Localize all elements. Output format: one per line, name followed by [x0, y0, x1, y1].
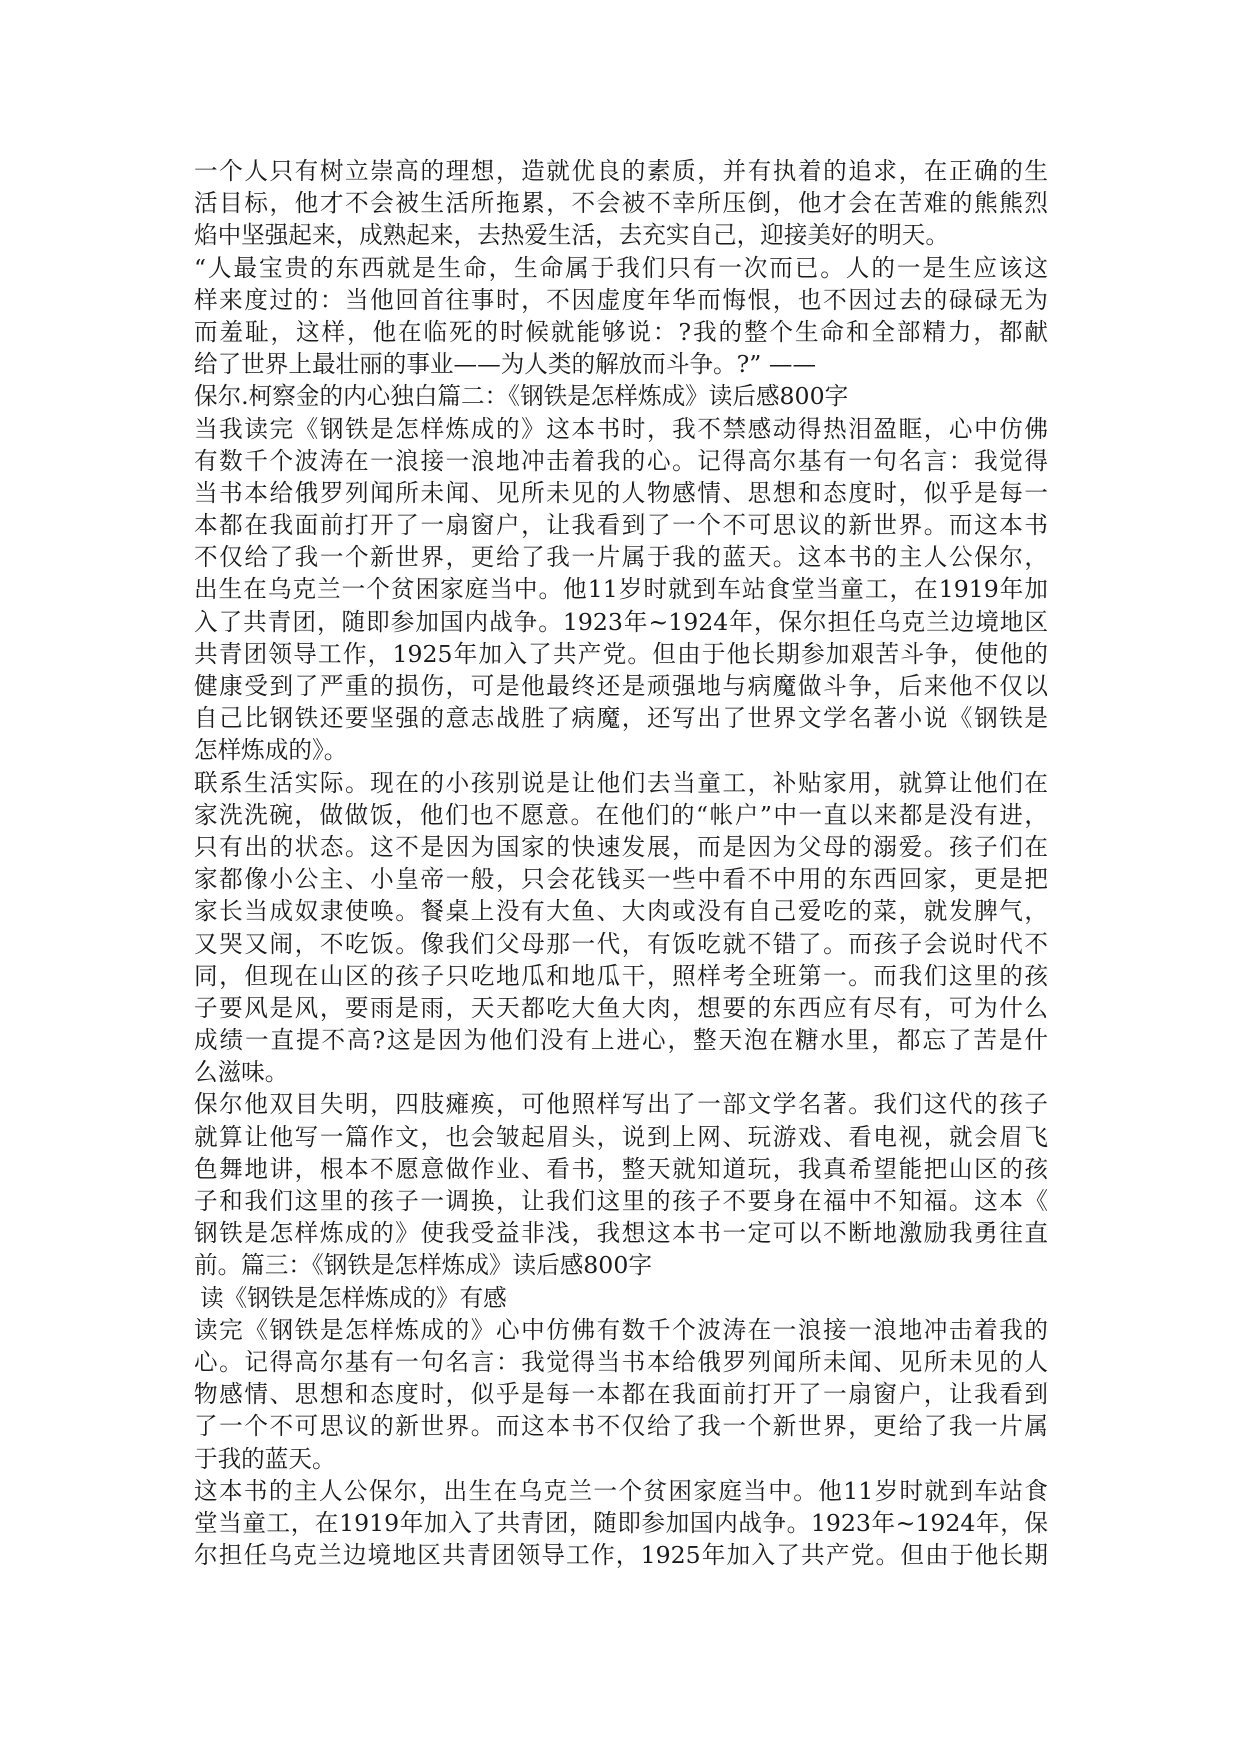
essay-title: 读《钢铁是怎样炼成的》有感: [200, 1283, 507, 1312]
text-line: 子和我们这里的孩子一调换，让我们这里的孩子不要身在福中不知福。这本《: [194, 1187, 1048, 1215]
text-line: 又哭又闹，不吃饭。像我们父母那一代，有饭吃就不错了。而孩子会说时代不: [194, 929, 1048, 958]
text-line: 一个人只有树立崇高的理想，造就优良的素质，并有执着的追求，在正确的生: [194, 157, 1048, 185]
text-line: 有数千个波涛在一浪接一浪地冲击着我的心。记得高尔基有一句名言：我觉得: [194, 446, 1048, 475]
text-line: 这本书的主人公保尔，出生在乌克兰一个贫困家庭当中。他11岁时就到车站食: [194, 1476, 1048, 1505]
text-line: 堂当童工，在1919年加入了共青团，随即参加国内战争。1923年~1924年，保: [194, 1508, 1048, 1537]
text-line: 入了共青团，随即参加国内战争。1923年~1924年，保尔担任乌克兰边境地区: [194, 607, 1048, 636]
text-line: 色舞地讲，根本不愿意做作业、看书，整天就知道玩，我真希望能把山区的孩: [194, 1154, 1048, 1183]
text-line: 物感情、思想和态度时，似乎是每一本都在我面前打开了一扇窗户，让我看到: [194, 1380, 1048, 1409]
text-line: 只有出的状态。这不是因为国家的快速发展，而是因为父母的溺爱。孩子们在: [194, 832, 1048, 861]
text-line: 了一个不可思议的新世界。而这本书不仅给了我一个新世界，更给了我一片属: [194, 1412, 1048, 1441]
text-line: 不仅给了我一个新世界，更给了我一片属于我的蓝天。这本书的主人公保尔，: [194, 543, 1048, 572]
text-line: 活目标，他才不会被生活所拖累，不会被不幸所压倒，他才会在苦难的熊熊烈: [194, 189, 1048, 218]
text-line: 怎样炼成的》。: [194, 736, 348, 765]
text-line: 联系生活实际。现在的小孩别说是让他们去当童工，补贴家用，就算让他们在: [194, 768, 1048, 797]
text-line: 心。记得高尔基有一句名言：我觉得当书本给俄罗列闻所未闻、见所未见的人: [194, 1347, 1048, 1376]
text-line: 共青团领导工作，1925年加入了共产党。但由于他长期参加艰苦斗争，使他的: [194, 639, 1048, 668]
text-line: 就算让他写一篇作文，也会皱起眉头，说到上网、玩游戏、看电视，就会眉飞: [194, 1122, 1048, 1151]
text-line: 当书本给俄罗列闻所未闻、见所未见的人物感情、思想和态度时，似乎是每一: [194, 478, 1048, 507]
text-line: 家长当成奴隶使唤。餐桌上没有大鱼、大肉或没有自己爱吃的菜，就发脾气，: [194, 897, 1048, 926]
text-line: 给了世界上最壮丽的事业——为人类的解放而斗争。?” ——: [194, 350, 817, 379]
section-heading: 保尔.柯察金的内心独白篇二：《钢铁是怎样炼成》读后感800字: [194, 382, 849, 411]
section-heading: 前。篇三：《钢铁是怎样炼成》读后感800字: [194, 1251, 652, 1280]
text-line: 健康受到了严重的损伤，可是他最终还是顽强地与病魔做斗争，后来他不仅以: [194, 672, 1048, 700]
document-page: [194, 155, 1048, 1571]
text-line: 读完《钢铁是怎样炼成的》心中仿佛有数千个波涛在一浪接一浪地冲击着我的: [194, 1315, 1048, 1344]
text-line: 子要风是风，要雨是雨，天天都吃大鱼大肉，想要的东西应有尽有，可为什么: [194, 993, 1048, 1022]
text-line: 本都在我面前打开了一扇窗户，让我看到了一个不可思议的新世界。而这本书: [194, 511, 1048, 540]
text-line: 家洗洗碗，做做饭，他们也不愿意。在他们的“帐户”中一直以来都是没有进，: [194, 800, 1048, 829]
text-line: 成绩一直提不高?这是因为他们没有上进心，整天泡在糖水里，都忘了苦是什: [194, 1026, 1048, 1055]
text-line: 样来度过的：当他回首往事时，不因虚度年华而悔恨，也不因过去的碌碌无为: [194, 285, 1048, 314]
text-line: 于我的蓝天。: [194, 1444, 336, 1473]
text-line: 焰中坚强起来，成熟起来，去热爱生活，去充实自己，迎接美好的明天。: [194, 221, 949, 250]
text-line: 钢铁是怎样炼成的》使我受益非浅，我想这本书一定可以不断地激励我勇往直: [194, 1219, 1048, 1248]
text-line: 家都像小公主、小皇帝一般，只会花钱买一些中看不中用的东西回家，更是把: [194, 865, 1048, 894]
text-line: 尔担任乌克兰边境地区共青团领导工作，1925年加入了共产党。但由于他长期: [194, 1541, 1048, 1570]
text-line: 保尔他双目失明，四肢瘫痪，可他照样写出了一部文学名著。我们这代的孩子: [194, 1090, 1048, 1119]
text-line: “人最宝贵的东西就是生命，生命属于我们只有一次而已。人的一是生应该这: [194, 253, 1048, 282]
text-line: 当我读完《钢铁是怎样炼成的》这本书时，我不禁感动得热泪盈眶，心中仿佛: [194, 414, 1048, 443]
text-line: 而羞耻，这样，他在临死的时候就能够说：?我的整个生命和全部精力，都献: [194, 317, 1048, 346]
text-line: 自己比钢铁还要坚强的意志战胜了病魔，还写出了世界文学名著小说《钢铁是: [194, 704, 1048, 733]
text-line: 么滋味。: [194, 1058, 289, 1087]
text-line: 出生在乌克兰一个贫困家庭当中。他11岁时就到车站食堂当童工，在1919年加: [194, 575, 1048, 604]
text-line: 同，但现在山区的孩子只吃地瓜和地瓜干，照样考全班第一。而我们这里的孩: [194, 961, 1048, 990]
